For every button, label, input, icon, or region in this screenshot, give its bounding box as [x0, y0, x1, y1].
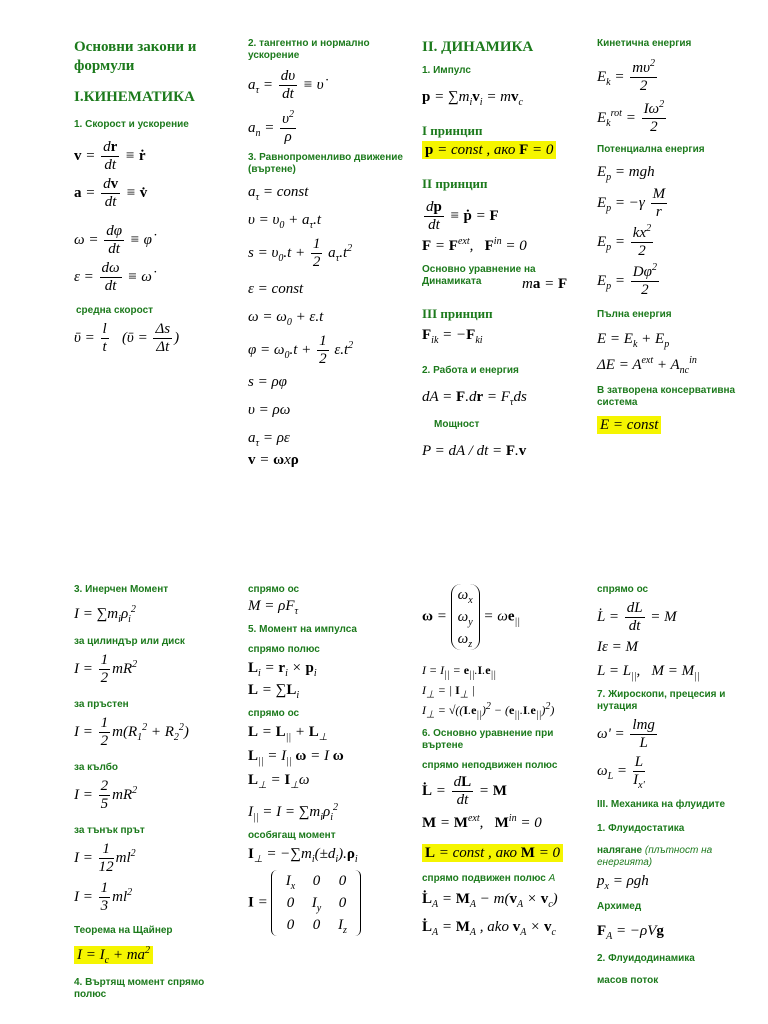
- formula-phi-t: $\varphi = \omega_0.t$ + $\frac{1}{2}$ $\varepsilon.t^2$: [248, 333, 354, 367]
- formula-pressure: $p_x = \rho gh$: [597, 873, 649, 892]
- formula-ring: I = $\frac{1}{2}$ $m(R_1^2 + R_2^2)$: [74, 715, 189, 749]
- formula-work: dA = $F.dr = F_\tau ds$: [422, 389, 527, 408]
- moving-pole-text: спрямо подвижен полюс: [422, 873, 546, 884]
- label-archimedes: Архимед: [597, 901, 642, 912]
- formula-angular-velocity: ω = $\frac{d\varphi}{dt}$ ≡ φ̇: [74, 223, 152, 257]
- formula-a-const: $a_\tau$ = const: [248, 184, 309, 203]
- col-4-bottom: [597, 584, 765, 987]
- label-fluid-dynamics: 2. Флуидодинамика: [597, 953, 695, 964]
- formula-steiner: $I = I_c + ma^2$: [74, 945, 239, 965]
- label-wrt-pole: спрямо полюс: [248, 644, 320, 655]
- label-closed-system: В затворена консервативна система: [597, 385, 736, 408]
- formula-l-const: L = const , ако M = 0: [422, 843, 592, 863]
- formula-avg-speed: ῡ = $\frac{l}{t}$ (ῡ = $\frac{\Delta s}{\Delta t}$ ): [74, 321, 180, 355]
- formula-velocity: v = $\frac{dr}{dt}$ ≡ ṙ: [74, 139, 146, 173]
- formula-angular-accel: ε = $\frac{d\omega}{dt}$ ≡ ω̇: [74, 260, 152, 294]
- formula-l-dot: L̇ = $\frac{dL}{dt}$ = M: [422, 774, 507, 808]
- formula-omega-t: $\omega = \omega_0 + \varepsilon.t$: [248, 309, 324, 328]
- col-1-top: [74, 38, 239, 356]
- formula-inertia: $I = \sum m_i\rho_i^2$: [74, 604, 136, 625]
- label-second-principle: II принцип: [422, 176, 488, 191]
- formula-normal-accel: $a_n$ = $\frac{\upsilon^2}{\rho}$: [248, 109, 295, 145]
- formula-external-forces: $F = F^{ext}$, $F^{in} = 0$: [422, 236, 527, 254]
- label-axis-2: спрямо ос: [248, 708, 300, 719]
- formula-second-principle: $\frac{dp}{dt}$ ≡ ṗ = F: [426, 199, 499, 233]
- formula-kinetic-rot: $E_k^{rot}$ = $\frac{I\omega^2}{2}$: [597, 99, 665, 135]
- label-impulse: 1. Импулс: [422, 65, 471, 76]
- formula-power: P = dA / dt = F.v: [422, 443, 527, 459]
- formula-torsion: $E_p$ = $\frac{D\varphi^2}{2}$: [597, 262, 657, 298]
- label-uniform-rotation: 3. Равнопроменливо движение (въртене): [248, 152, 403, 175]
- label-third-principle: III принцип: [422, 306, 493, 321]
- formula-kinetic: $E_k$ = $\frac{m\upsilon^2}{2}$: [597, 58, 655, 94]
- formula-ma-f: ma = F: [522, 276, 568, 292]
- formula-i-parallel: $I_{||} = I = \sum m_i\rho_i^2$: [248, 802, 339, 823]
- pressure-note: (плътност на енергията): [597, 845, 713, 868]
- pressure-text: налягане: [597, 845, 643, 856]
- formula-mgh: $E_p$ = mgh: [597, 164, 655, 183]
- formula-li: $L_i = r_i \times p_i$: [248, 660, 317, 679]
- formula-total: $E = E_k + E_p$: [597, 331, 670, 350]
- label-work-energy: 2. Работа и енергия: [422, 365, 519, 376]
- label-mass-flow: масов поток: [597, 975, 659, 986]
- formula-torque-axis: $M = \rho F_\tau$: [248, 598, 299, 617]
- formula-eps-const: ε = const: [248, 281, 304, 297]
- page-title: Основни закони и формули: [74, 39, 197, 74]
- formula-sphere: I = $\frac{2}{5}$ $mR^2$: [74, 778, 138, 812]
- section-fluids: III. Механика на флуидите: [597, 799, 726, 810]
- label-fixed-pole: спрямо неподвижен полюс: [422, 760, 558, 771]
- formula-i-projection: $I = I_{||} = e_{||}.I.e_{||}$: [422, 663, 497, 681]
- formula-nutation: $\omega_L$ = $\frac{L}{I_{x'}}$: [597, 754, 645, 791]
- formula-inertia-tensor: I = $I_x$ 0 0 0 $I_y$ 0 0 0 $I_z$: [248, 870, 416, 936]
- formula-i-perp: $I_\perp = -\sum m_i(\pm d_i).\rho_i$: [248, 846, 358, 865]
- label-axis-3: спрямо ос: [597, 584, 649, 595]
- label-angular-momentum: 5. Момент на импулса: [248, 624, 357, 635]
- formula-l-perp: $L_\perp = I_\perp\omega$: [248, 772, 310, 791]
- formula-l-sum: $L = \sum L_i$: [248, 682, 300, 701]
- formula-i-perp-abs: $I_\perp$ = | $I_\perp$ |: [422, 683, 475, 701]
- col-2-bottom: [248, 584, 416, 936]
- label-gyroscopes: 7. Жироскопи, прецесия и нутация: [597, 689, 726, 712]
- label-torque-pole: 4. Въртящ момент спрямо полюс: [74, 977, 205, 1000]
- formula-la-dot: $L̇_A = M_A - m(v_A \times v_c)$: [422, 891, 558, 910]
- formula-i-perp-sqrt: $I_\perp = √((I.e_{||})^2 - (e_{||}.I.e_{||})^2)$: [422, 701, 555, 721]
- moving-pole-letter: A: [548, 873, 556, 884]
- label-ring: за пръстен: [74, 699, 129, 710]
- label-rotation-eq: 6. Основно уравнение при въртене: [422, 728, 554, 751]
- col-2-top: [248, 38, 413, 470]
- formula-archimedes: $F_A = -\rho Vg$: [597, 923, 664, 942]
- label-first-principle: I принцип: [422, 123, 483, 138]
- col-3-bottom: [422, 584, 592, 937]
- formula-first-principle: p = const , ако F = 0: [422, 140, 592, 160]
- label-tangent-normal: 2. тангентно и нормално ускорение: [248, 38, 370, 61]
- formula-s-rho-phi: s = ρφ: [248, 374, 287, 390]
- formula-l-m-parallel: $L = L_{||}$, $M = M_{||}$: [597, 663, 700, 682]
- formula-cylinder: I = $\frac{1}{2}$ $mR^2$: [74, 652, 138, 686]
- col-1-bottom: [74, 584, 239, 1001]
- formula-rod-end: I = $\frac{1}{3}$ $ml^2$: [74, 880, 133, 914]
- label-cylinder: за цилиндър или диск: [74, 636, 185, 647]
- formula-l-dot-axis: L̇ = $\frac{dL}{dt}$ = M: [597, 600, 677, 634]
- label-total: Пълна енергия: [597, 309, 672, 320]
- formula-l-parallel: $L_{||} = I_{||}$ ω = I ω: [248, 748, 344, 767]
- label-thin-rod: за тънък прът: [74, 825, 145, 836]
- formula-s-t: $s = \upsilon_0.t$ + $\frac{1}{2}$ $a_\tau.t^2$: [248, 236, 353, 270]
- formula-acceleration: a = $\frac{dv}{dt}$ ≡ v̇: [74, 176, 148, 210]
- label-fluidostatics: 1. Флуидостатика: [597, 823, 685, 834]
- formula-l-parts: $L = L_{||} + L_\perp$: [248, 724, 328, 743]
- label-avg-speed: средна скорост: [76, 305, 154, 316]
- formula-rod-center: I = $\frac{1}{12}$ $ml^2$: [74, 841, 136, 875]
- formula-v-cross: v = ωxρ: [248, 452, 299, 468]
- formula-spring: $E_p$ = $\frac{kx^2}{2}$: [597, 223, 652, 259]
- label-potential: Потенциална енергия: [597, 144, 705, 155]
- formula-a-rho-eps: $a_\tau = \rho\varepsilon$: [248, 430, 290, 449]
- formula-la-ma: $L̇_A = M_A$ , ako $v_A \times v_c$: [422, 919, 556, 938]
- formula-e-const: E = const: [597, 415, 765, 435]
- label-power: Мощност: [434, 419, 480, 430]
- formula-delta-e: $\Delta E = A^{ext} + A_{nc}^{in}$: [597, 355, 697, 376]
- col-3-top: [422, 38, 592, 461]
- col-4-top: [597, 38, 765, 435]
- formula-momentum: $p = \sum m_iv_i = mv_c$: [422, 89, 523, 108]
- if-word-2: ако: [495, 845, 518, 861]
- formula-m-ext: $M = M^{ext}$, $M^{in} = 0$: [422, 813, 542, 831]
- label-moving-pole: [422, 873, 592, 885]
- section-dynamics: II. ДИНАМИКА: [422, 39, 534, 55]
- formula-tangential-accel: $a_\tau$ = $\frac{d\upsilon}{dt}$ ≡ υ̇: [248, 68, 324, 102]
- if-word: ако: [493, 142, 516, 158]
- label-overturning: особягащ момент: [248, 830, 336, 841]
- formula-third-principle: $F_{ik} = -F_{ki}$: [422, 327, 483, 346]
- label-axis-1: спрямо ос: [248, 584, 300, 595]
- formula-v-t: $\upsilon = \upsilon_0 + a_\tau.t$: [248, 212, 322, 231]
- label-speed-accel: 1. Скорост и ускорение: [74, 119, 189, 130]
- formula-precession: ω' = $\frac{\text{lmg}}{L}$: [597, 717, 655, 751]
- formula-gravity: $E_p = -\gamma$ $\frac{M}{r}$: [597, 186, 666, 220]
- formula-i-eps: Iε = M: [597, 639, 639, 655]
- section-kinematics: I.КИНЕМАТИКА: [74, 89, 195, 105]
- label-basic-equation: Основно уравнение на Динамиката: [422, 264, 536, 287]
- label-kinetic: Кинетична енергия: [597, 38, 692, 49]
- label-sphere: за кълбо: [74, 762, 118, 773]
- label-pressure: [597, 845, 765, 869]
- label-steiner: Теорема на Щайнер: [74, 925, 173, 936]
- formula-v-rho-omega: υ = ρω: [248, 402, 291, 418]
- formula-omega-vector: ω = $\omega_x$ $\omega_y$ $\omega_z$ = $\omega e_{||}$: [422, 584, 592, 650]
- label-inertia-moment: 3. Инерчен Момент: [74, 584, 169, 595]
